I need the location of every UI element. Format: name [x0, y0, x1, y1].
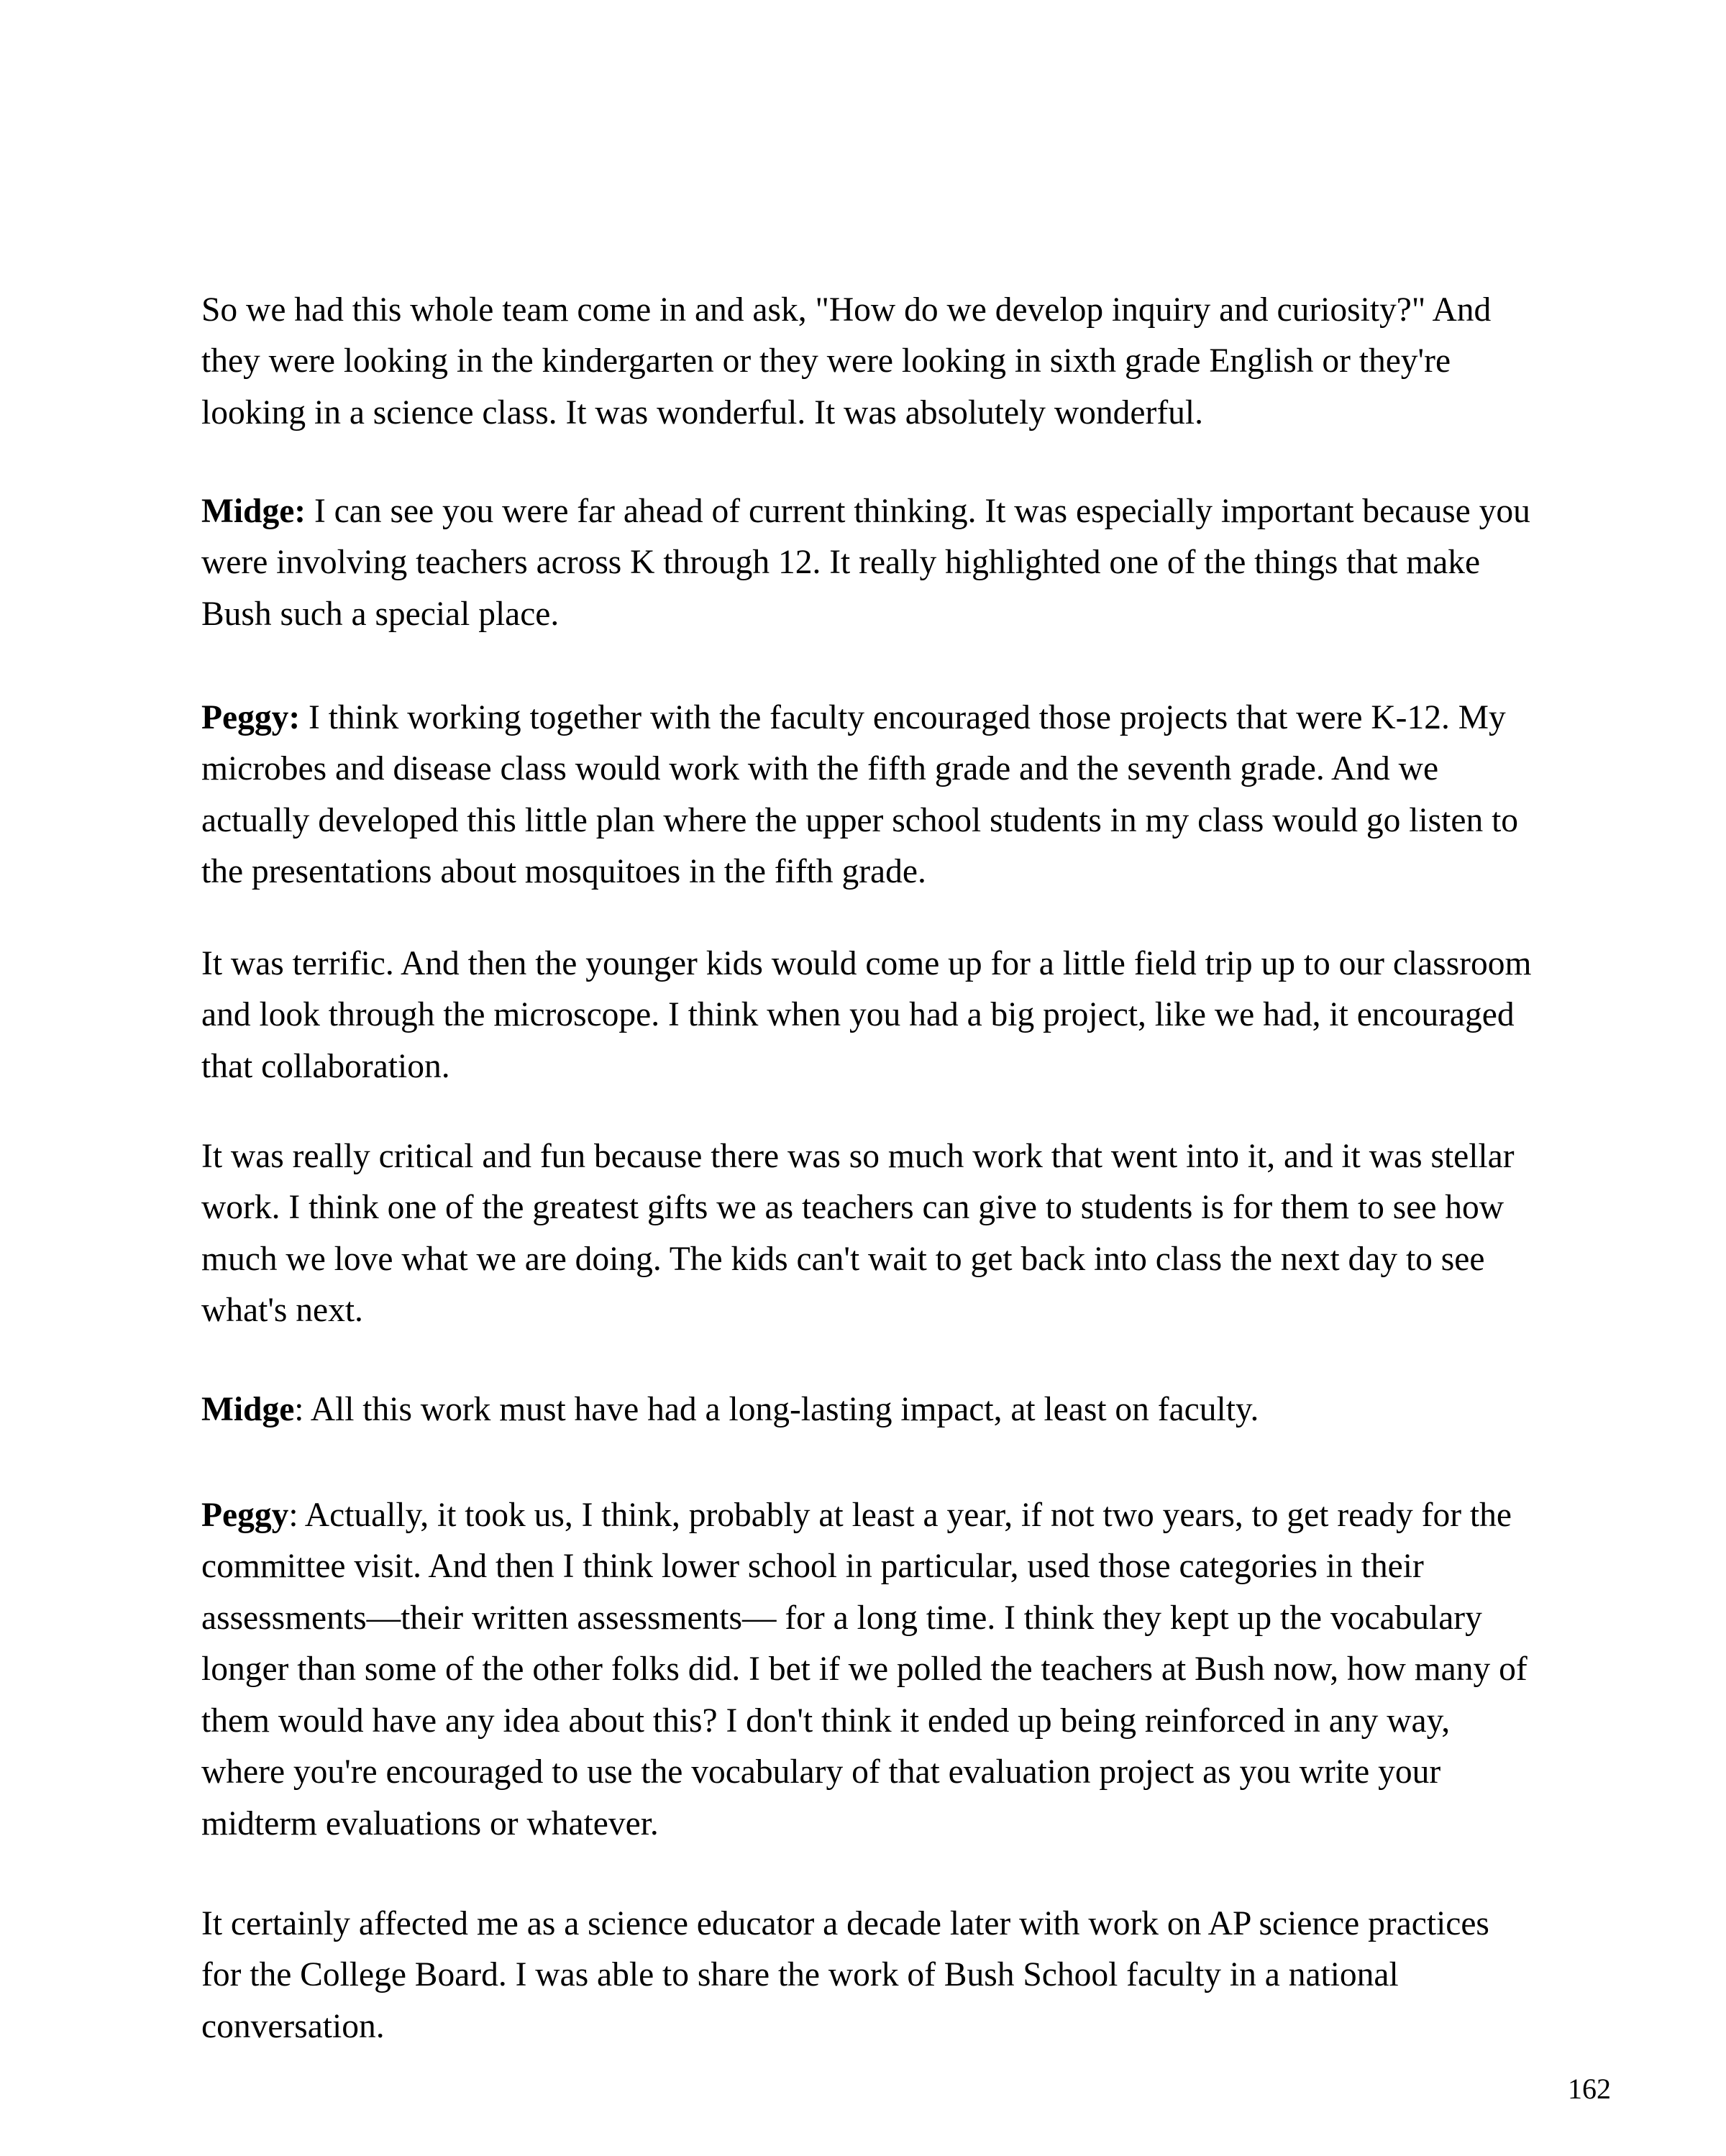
paragraph-text: So we had this whole team come in and ask, "How do we develop inquiry and curiosity?" And they were looking in the kindergarten or they were looking in sixth grade English or they're looking in a science class. It was wonderful. It was absolutely wonderful. [201, 291, 1492, 431]
paragraph-text: : Actually, it took us, I think, probably at least a year, if not two years, to get ready for the committee visit. And then I think lower school in particular, used those categories in their assessments—their written assessments— for a long time. I think they kept up the vocabulary longer than some of the other folks did. I bet if we polled the teachers at Bush now, how many of them would have any idea about this? I don't think it ended up being reinforced in any way, where you're encouraged to use the vocabulary of that evaluation project as you write your midterm evaluations or whatever. [201, 1496, 1528, 1842]
paragraph-college-board [201, 1847, 1625, 2052]
paragraph-midge-impact [201, 1333, 1625, 1435]
paragraph-text: I think working together with the faculty encouraged those projects that were K-12. My microbes and disease class would work with the fifth grade and the seventh grade. And we actually developed this little plan where the upper school students in my class would go listen to the presentations about mosquitoes in the fifth grade. [201, 698, 1519, 890]
paragraph-text: : All this work must have had a long-lasting impact, at least on faculty. [294, 1390, 1259, 1428]
speaker-label: Peggy [201, 1496, 289, 1534]
paragraph-text: I can see you were far ahead of current thinking. It was especially important because you were involving teachers across K through 12. It really highlighted one of the things that make Bush such a special place. [201, 492, 1530, 633]
speaker-label: Midge: [201, 492, 306, 530]
paragraph-text: It was really critical and fun because there was so much work that went into it, and it was stellar work. I think one of the greatest gifts we as teachers can give to students is for them to see how much we love what we are doing. The kids can't wait to get back into class the next day to see what's next. [201, 1137, 1515, 1329]
paragraph-midge-far-ahead [201, 434, 1625, 640]
paragraph-peggy-k12-projects [201, 641, 1625, 898]
paragraph-peggy-committee-visit [201, 1438, 1625, 1850]
paragraph-terrific-field-trip [201, 887, 1625, 1092]
paragraph-team-inquiry [201, 233, 1625, 439]
page-number: 162 [1568, 2073, 1611, 2105]
paragraph-text: It certainly affected me as a science educator a decade later with work on AP science practices for the College Board. I was able to share the work of Bush School faculty in a national conversation. [201, 1904, 1489, 2045]
paragraph-text: It was terrific. And then the younger kids would come up for a little field trip up to our classroom and look through the microscope. I think when you had a big project, like we had, it encouraged that collaboration. [201, 944, 1532, 1085]
paragraph-stellar-work [201, 1079, 1625, 1337]
speaker-label: Midge [201, 1390, 295, 1428]
speaker-label: Peggy: [201, 698, 301, 736]
